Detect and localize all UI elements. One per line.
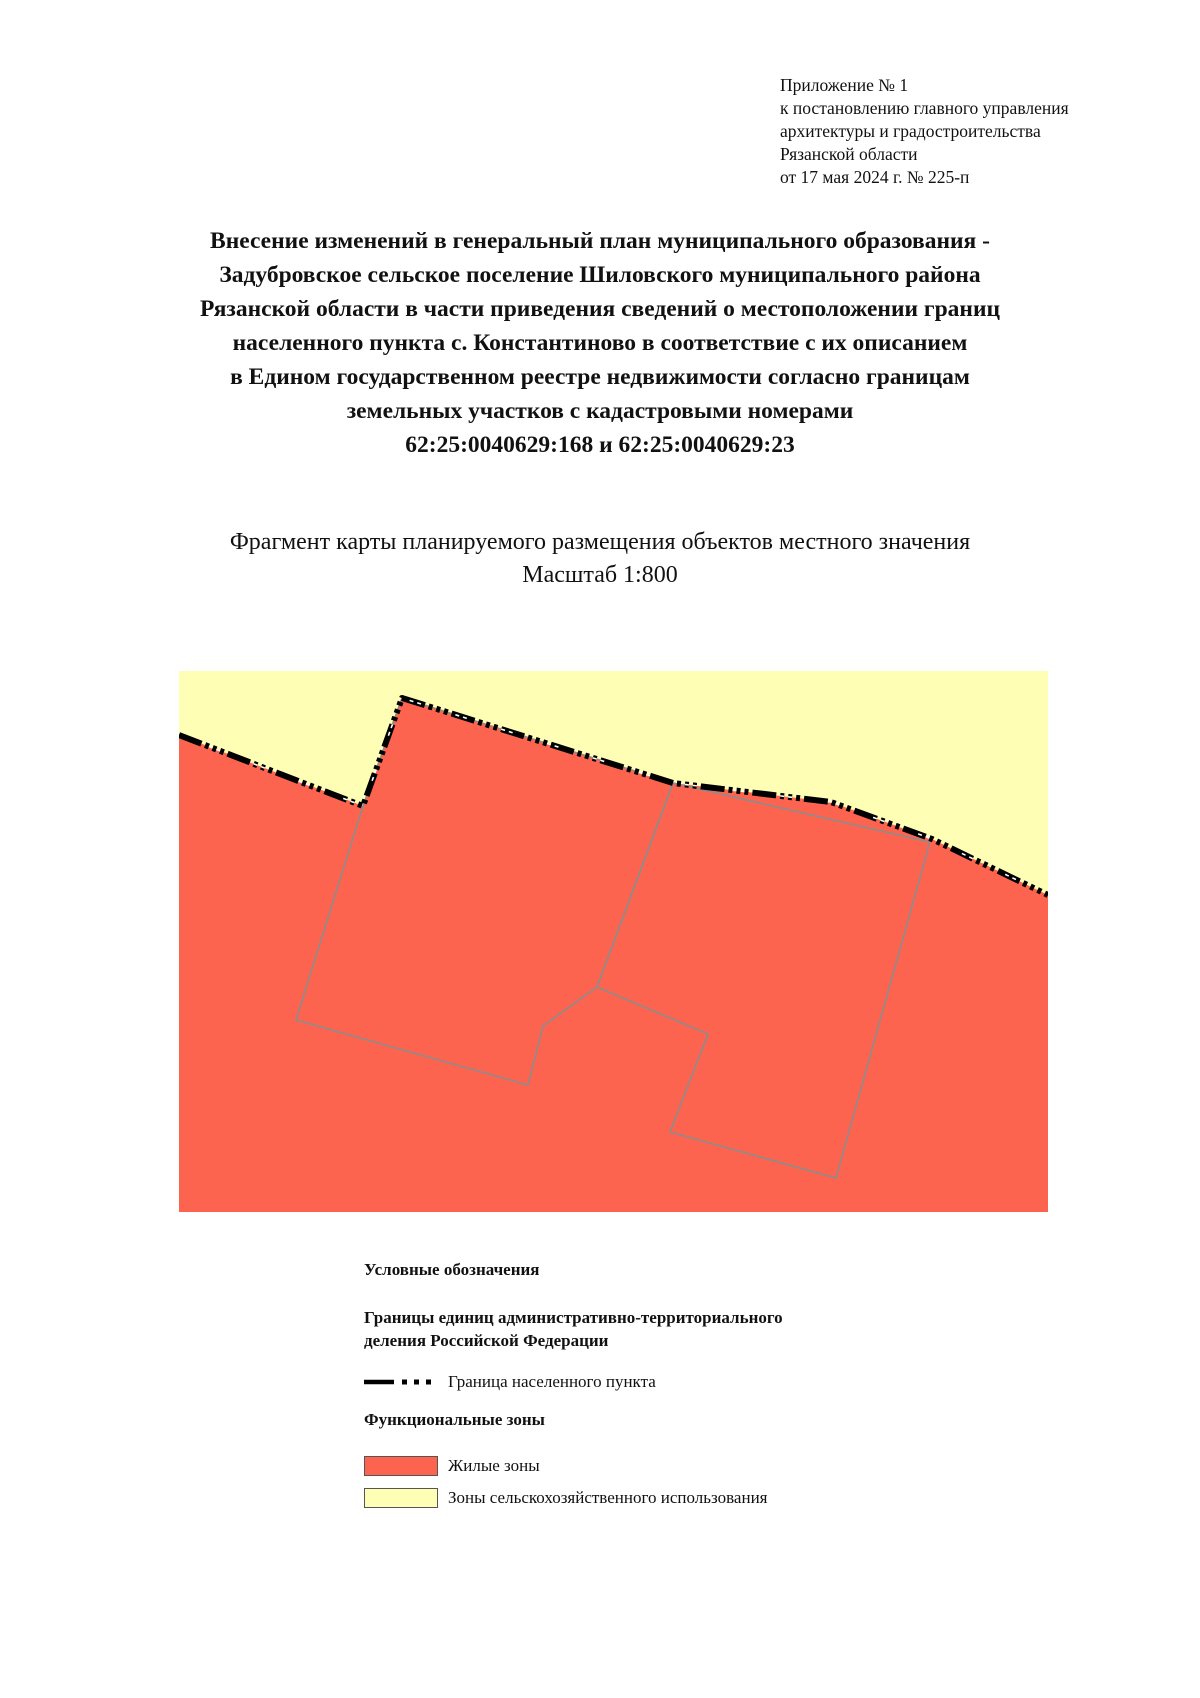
legend-group-title (364, 1306, 783, 1352)
title-line: Внесение изменений в генеральный план муниципального образования - (210, 228, 990, 254)
legend-boundary-label: Граница населенного пункта (448, 1372, 656, 1391)
title-line: Задубровское сельское поселение Шиловского муниципального района (219, 262, 981, 288)
appendix-line: Рязанской области (780, 144, 918, 164)
appendix-header (780, 74, 1180, 189)
map-caption-scale: Масштаб 1:800 (522, 562, 678, 588)
map-fragment (179, 671, 1048, 1212)
appendix-line: от 17 мая 2024 г. № 225-п (780, 167, 970, 187)
residential-swatch (364, 1456, 438, 1476)
legend-item-residential (364, 1456, 540, 1476)
legend-item-boundary (364, 1372, 656, 1392)
legend-zones-heading: Функциональные зоны (364, 1410, 545, 1429)
title-line: 62:25:0040629:168 и 62:25:0040629:23 (405, 432, 795, 458)
title-line: земельных участков с кадастровыми номерами (346, 398, 854, 424)
legend-item-agricultural (364, 1488, 768, 1508)
agricultural-swatch (364, 1488, 438, 1508)
map-caption-title: Фрагмент карты планируемого размещения объектов местного значения (229, 529, 971, 555)
title-line: в Едином государственном реестре недвижимости согласно границам (230, 364, 970, 390)
legend-group-line: деления Российской Федерации (364, 1331, 609, 1350)
legend-zone-label: Зоны сельскохозяйственного использования (448, 1488, 768, 1507)
boundary-line-symbol (364, 1372, 438, 1392)
appendix-line: архитектуры и градостроительства (780, 121, 1041, 141)
map-canvas (179, 671, 1048, 1212)
document-title (80, 224, 1120, 462)
legend-group-line: Границы единиц административно-территориального (364, 1308, 783, 1327)
map-caption (80, 526, 1120, 592)
title-line: Рязанской области в части приведения сведений о местоположении границ (199, 296, 1001, 322)
title-line: населенного пункта с. Константиново в соответствие с их описанием (232, 330, 968, 356)
legend-heading: Условные обозначения (364, 1260, 540, 1279)
legend-zone-label: Жилые зоны (448, 1456, 540, 1475)
appendix-line: Приложение № 1 (780, 75, 909, 95)
appendix-line: к постановлению главного управления (780, 98, 1069, 118)
